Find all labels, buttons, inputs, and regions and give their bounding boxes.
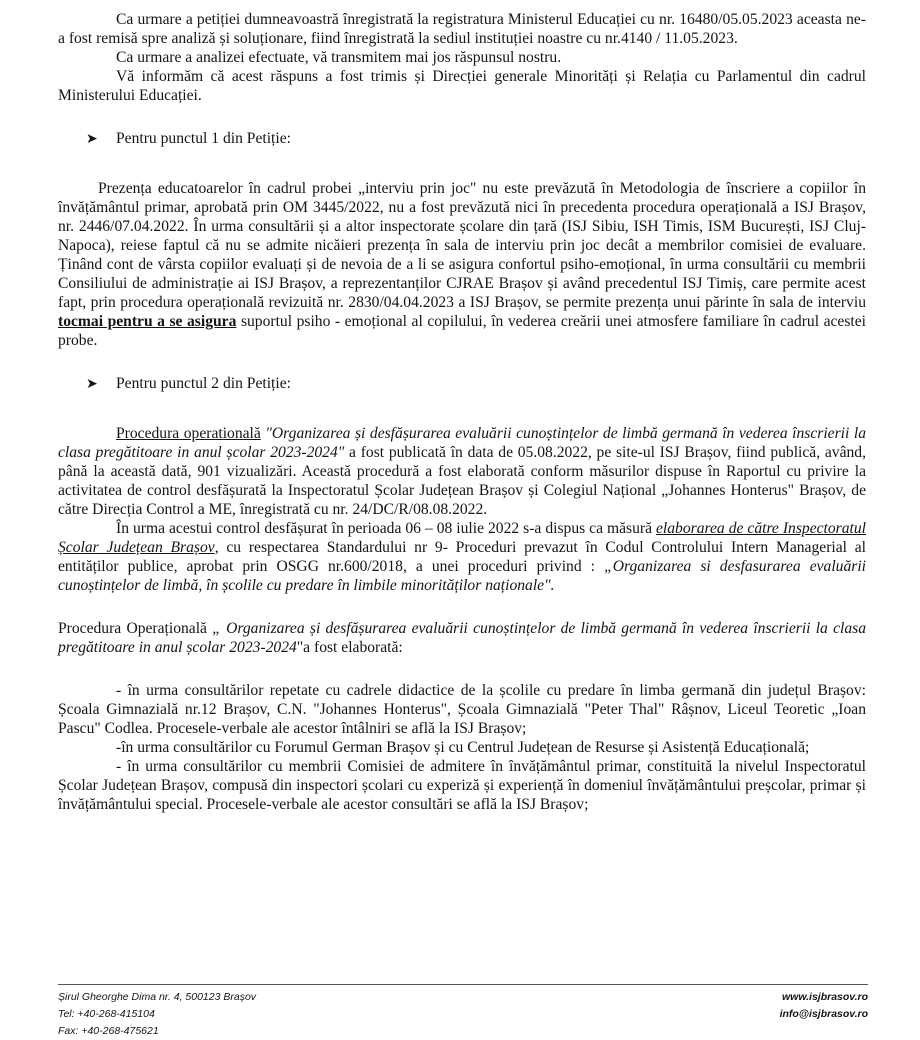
paragraph-point-1-text-a: Prezența educatoarelor în cadrul probei „interviu prin joc" nu este prevăzută în Metodologia de înscriere a copiilor în învățământul primar, aprobată prin OM 3445/2022, nu a fost prevăzută nici în precedenta procedura operațională a ISJ Brașov, nr. 2446/07.04.2022. În urma consultării și a altor inspectorate școlare din țară (ISJ Sibiu, ISH Timis, ISM București, ISJ Cluj-Napoca), reiese faptul că nu se admite nicăieri prezența în sala de interviu prin joc decât a membrilor comisiei de evaluare. Ținând cont de vârsta copiilor evaluați și de nevoia de a li se asigura confortul psiho-emoțional, în urma consultării cu membrii Consiliului de administrație ai ISJ Brașov, a reprezentanților CJRAE Brașov și având precedentul ISJ Timiș, care permite acest fapt, prin procedura operațională revizuită nr. 2830/04.04.2023 a ISJ Brașov, se permite prezența unui părinte în sala de interviu [58,180,866,311]
paragraph-control-text-a: În urma acestui control desfășurat în perioada 06 – 08 iulie 2022 s-a dispus ca măsură [116,520,656,537]
arrow-bullet-icon: ➤ [86,131,98,147]
paragraph-point-1-text-c: suportul psiho - emoțional al copilului, în vederea creării unei atmosfere familiare în cadrul acestei probe. [58,313,866,349]
section-point-2-heading: Pentru punctul 2 din Petiție: [116,375,291,392]
paragraph-procedure-label: Procedura Operațională [58,620,213,637]
section-point-1 [86,129,866,149]
paragraph-control-procedure-title: „Organizarea si desfasurarea evaluării cunoștințelor de limbă, în școlile cu predare în limbile minorităților naționale". [58,558,866,594]
paragraph-control [58,519,866,595]
footer-tel: Tel: +40-268-415104 [58,1008,155,1020]
paragraph-point-1 [58,179,866,350]
paragraph-procedure-elaborated [58,619,866,657]
paragraph-procedure-text: a fost publicată în data de 05.08.2022, pe site-ul ISJ Brașov, fiind publică, având, până la această dată, 901 vizualizări. Această procedură a fost elaborată conform măsurilor dispuse în Raportul cu privire la activitatea de control desfășurată la Inspectoratul Școlar Județean Brașov și Colegiul Național „Johannes Honterus" Brașov, de către Direcția Control a ME, înregistrată cu nr. 24/DC/R/08.08.2022. [58,444,866,518]
footer-website-link[interactable]: www.isjbrasov.ro [782,991,868,1003]
footer-fax: Fax: +40-268-475621 [58,1025,159,1037]
paragraph-analysis: Ca urmare a analizei efectuate, vă transmitem mai jos răspunsul nostru. [116,49,562,66]
document-body [58,10,866,814]
paragraph-information: Vă informăm că acest răspuns a fost trimis și Direcției generale Minorități și Relația cu Parlamentul din cadrul Ministerului Educației. [58,68,866,104]
list-item-consultations-schools: - în urma consultărilor repetate cu cadrele didactice de la școlile cu predare în limba germană din județul Brașov: Școala Gimnazială nr.12 Brașov, C.N. "Johannes Honterus", Școala Gimnazială "Peter Thal" Râșnov, Liceul Teoretic „Ioan Pascu" Codlea. Procesele-verbale ale acestor întâlniri se află la ISJ Brașov; [58,682,866,737]
paragraph-procedure-title: „ Organizarea și desfășurarea evaluării cunoștințelor de limbă germană în vederea înscrierii la clasa pregătitoare in anul școlar 2023-2024 [58,620,866,656]
procedure-title: "Organizarea și desfășurarea evaluării cunoștințelor de limbă germană în vederea înscrierii la clasa pregătitoare in anul școlar 2023-2024" [58,425,866,461]
list-item-consultations-forum: -în urma consultărilor cu Forumul German Brașov și cu Centrul Județean de Resurse și Asistență Educațională; [116,739,810,756]
arrow-bullet-icon: ➤ [86,376,98,392]
emphasis-text: tocmai pentru a se asigura [58,313,237,330]
footer-web-contact [780,989,868,1040]
paragraph-procedure-publication [58,424,866,519]
section-point-1-heading: Pentru punctul 1 din Petiție: [116,130,291,147]
footer-contact [58,989,256,1040]
paragraph-procedure-tail: "a fost elaborată: [296,639,403,656]
footer-email-link[interactable]: info@isjbrasov.ro [779,1008,868,1020]
section-point-2 [86,374,866,394]
paragraph-control-emphasis: elaborarea de către Inspectoratul Școlar Județean Brașov [58,520,866,556]
paragraph-petition-registration: Ca urmare a petiției dumneavoastră înregistrată la registratura Ministerul Educației cu nr. 16480/05.05.2023 aceasta ne-a fost remisă spre analiză și soluționare, fiind înregistrată la sediul instituției noastre cu nr.4140 / 11.05.2023. [58,11,866,47]
paragraph-control-text-c: , cu respectarea Standardului nr 9- Proceduri prevazut în Codul Controlului Intern Managerial al entităților publice, aprobat prin OSGG nr.600/2018, a unei proceduri privind : [58,539,866,575]
page-footer [58,984,868,1040]
footer-address: Șirul Gheorghe Dima nr. 4, 500123 Brașov [58,991,257,1003]
procedure-label: Procedura operatională [116,425,261,442]
list-item-consultations-commission: - în urma consultărilor cu membrii Comisiei de admitere în învățământul primar, constituită la nivelul Inspectoratul Școlar Județean Brașov, compusă din inspectori școlari cu experiză și experiență în domeniul învățământului preșcolar, primar și învățământului special. Procesele-verbale ale acestor consultări se află la ISJ Brașov; [58,758,866,813]
